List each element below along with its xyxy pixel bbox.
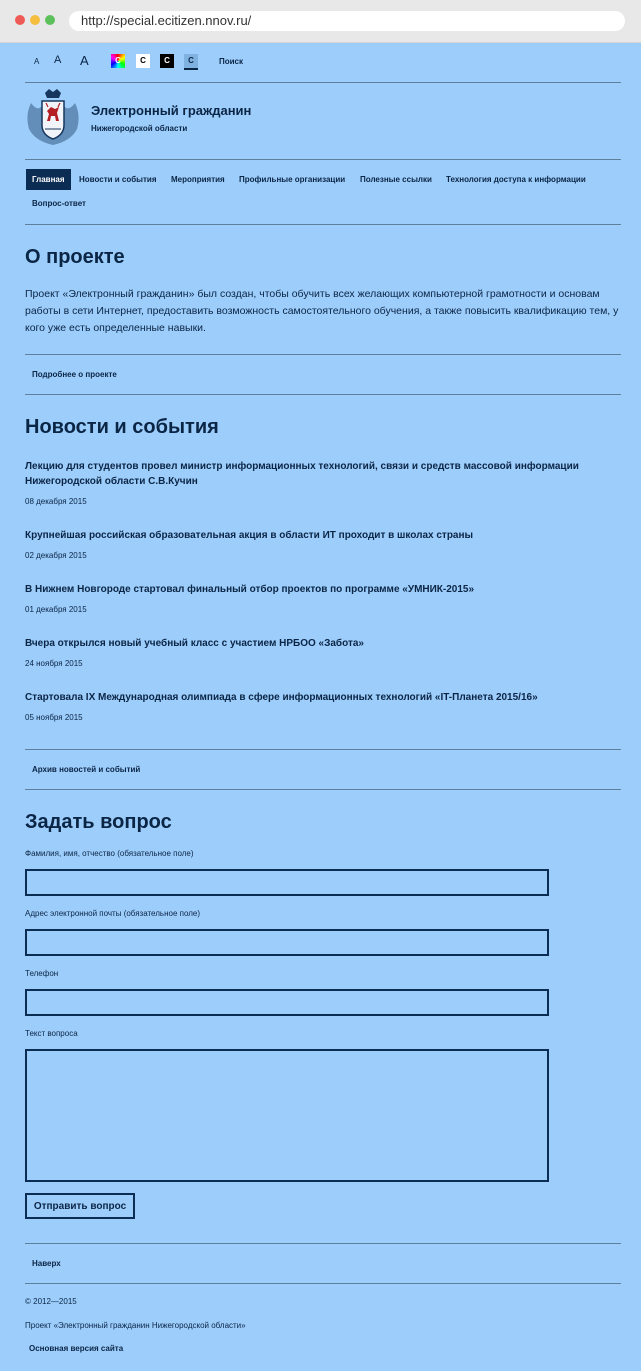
font-size-small[interactable]: A <box>34 57 40 66</box>
nav-item-faq[interactable]: Вопрос-ответ <box>32 199 86 208</box>
copyright: © 2012—2015 <box>25 1297 77 1306</box>
divider <box>25 354 621 355</box>
news-title-link[interactable]: Крупнейшая российская образовательная акция в области ИТ проходит в школах страны <box>25 530 474 541</box>
phone-label: Телефон <box>25 969 59 978</box>
news-title-link[interactable]: Лекцию для студентов провел министр информационных технологий, связи и средств массовой информации Нижегородской области С.В.Кучин <box>25 461 579 487</box>
about-heading: О проекте <box>25 246 125 268</box>
color-scheme-white[interactable]: C <box>136 54 150 68</box>
news-item <box>25 690 621 722</box>
news-archive-link[interactable]: Архив новостей и событий <box>32 765 141 774</box>
minimize-window-icon[interactable] <box>30 15 40 25</box>
nav-item-organizations[interactable]: Профильные организации <box>239 175 346 184</box>
browser-chrome <box>0 0 641 43</box>
font-size-medium[interactable]: A <box>54 54 62 66</box>
divider <box>25 1243 621 1244</box>
color-scheme-multicolor[interactable]: C <box>111 54 125 68</box>
address-bar[interactable]: http://special.ecitizen.nnov.ru/ <box>69 11 625 31</box>
news-date: 01 декабря 2015 <box>25 605 87 614</box>
nav-item-technology[interactable]: Технология доступа к информации <box>446 175 586 184</box>
news-item <box>25 636 621 668</box>
close-window-icon[interactable] <box>15 15 25 25</box>
about-text: Проект «Электронный гражданин» был создан, чтобы обучить всех желающих компьютерной грамотности и основам работы в сети Интернет, предоставить возможность самостоятельного обучения, а также повысить квалификацию тем, у кого уже есть определенные навыки. <box>25 288 619 334</box>
main-version-link[interactable]: Основная версия сайта <box>29 1344 124 1353</box>
email-field[interactable] <box>25 929 549 956</box>
news-item <box>25 582 621 614</box>
news-item <box>25 459 621 506</box>
news-date: 05 ноября 2015 <box>25 713 83 722</box>
nav-item-news[interactable]: Новости и события <box>79 175 157 184</box>
news-date: 08 декабря 2015 <box>25 497 87 506</box>
name-label: Фамилия, имя, отчество (обязательное поле) <box>25 849 194 858</box>
site-subtitle: Нижегородской области <box>91 124 188 133</box>
divider <box>25 1283 621 1284</box>
news-title-link[interactable]: В Нижнем Новгороде стартовал финальный отбор проектов по программе «УМНИК-2015» <box>25 584 475 595</box>
news-date: 24 ноября 2015 <box>25 659 83 668</box>
name-field[interactable] <box>25 869 549 896</box>
news-heading: Новости и события <box>25 416 219 438</box>
site-title[interactable]: Электронный гражданин <box>91 103 252 118</box>
question-text-field[interactable] <box>25 1049 549 1182</box>
divider <box>25 224 621 225</box>
submit-question-button[interactable]: Отправить вопрос <box>25 1193 135 1219</box>
nav-item-events[interactable]: Мероприятия <box>171 175 225 184</box>
about-more-link[interactable]: Подробнее о проекте <box>32 370 117 379</box>
search-link[interactable]: Поиск <box>219 57 244 66</box>
news-title-link[interactable]: Стартовала IX Международная олимпиада в сфере информационных технологий «IT-Планета 2015/16» <box>25 692 538 703</box>
maximize-window-icon[interactable] <box>45 15 55 25</box>
question-text-label: Текст вопроса <box>25 1029 78 1038</box>
divider <box>25 789 621 790</box>
color-scheme-black[interactable]: C <box>160 54 174 68</box>
nav-item-home[interactable]: Главная <box>26 169 71 190</box>
project-name: Проект «Электронный гражданин Нижегородской области» <box>25 1321 246 1330</box>
news-title-link[interactable]: Вчера открылся новый учебный класс с участием НРБОО «Забота» <box>25 638 364 649</box>
font-size-large[interactable]: A <box>80 53 89 68</box>
nav-item-links[interactable]: Полезные ссылки <box>360 175 432 184</box>
divider <box>25 159 621 160</box>
divider <box>25 394 621 395</box>
phone-field[interactable] <box>25 989 549 1016</box>
email-label: Адрес электронной почты (обязательное поле) <box>25 909 200 918</box>
divider <box>25 749 621 750</box>
divider <box>25 82 621 83</box>
color-scheme-blue[interactable]: C <box>184 54 198 70</box>
question-heading: Задать вопрос <box>25 811 172 833</box>
news-date: 02 декабря 2015 <box>25 551 87 560</box>
news-item <box>25 528 621 560</box>
back-to-top-link[interactable]: Наверх <box>32 1259 61 1268</box>
coat-of-arms-logo <box>25 85 81 147</box>
